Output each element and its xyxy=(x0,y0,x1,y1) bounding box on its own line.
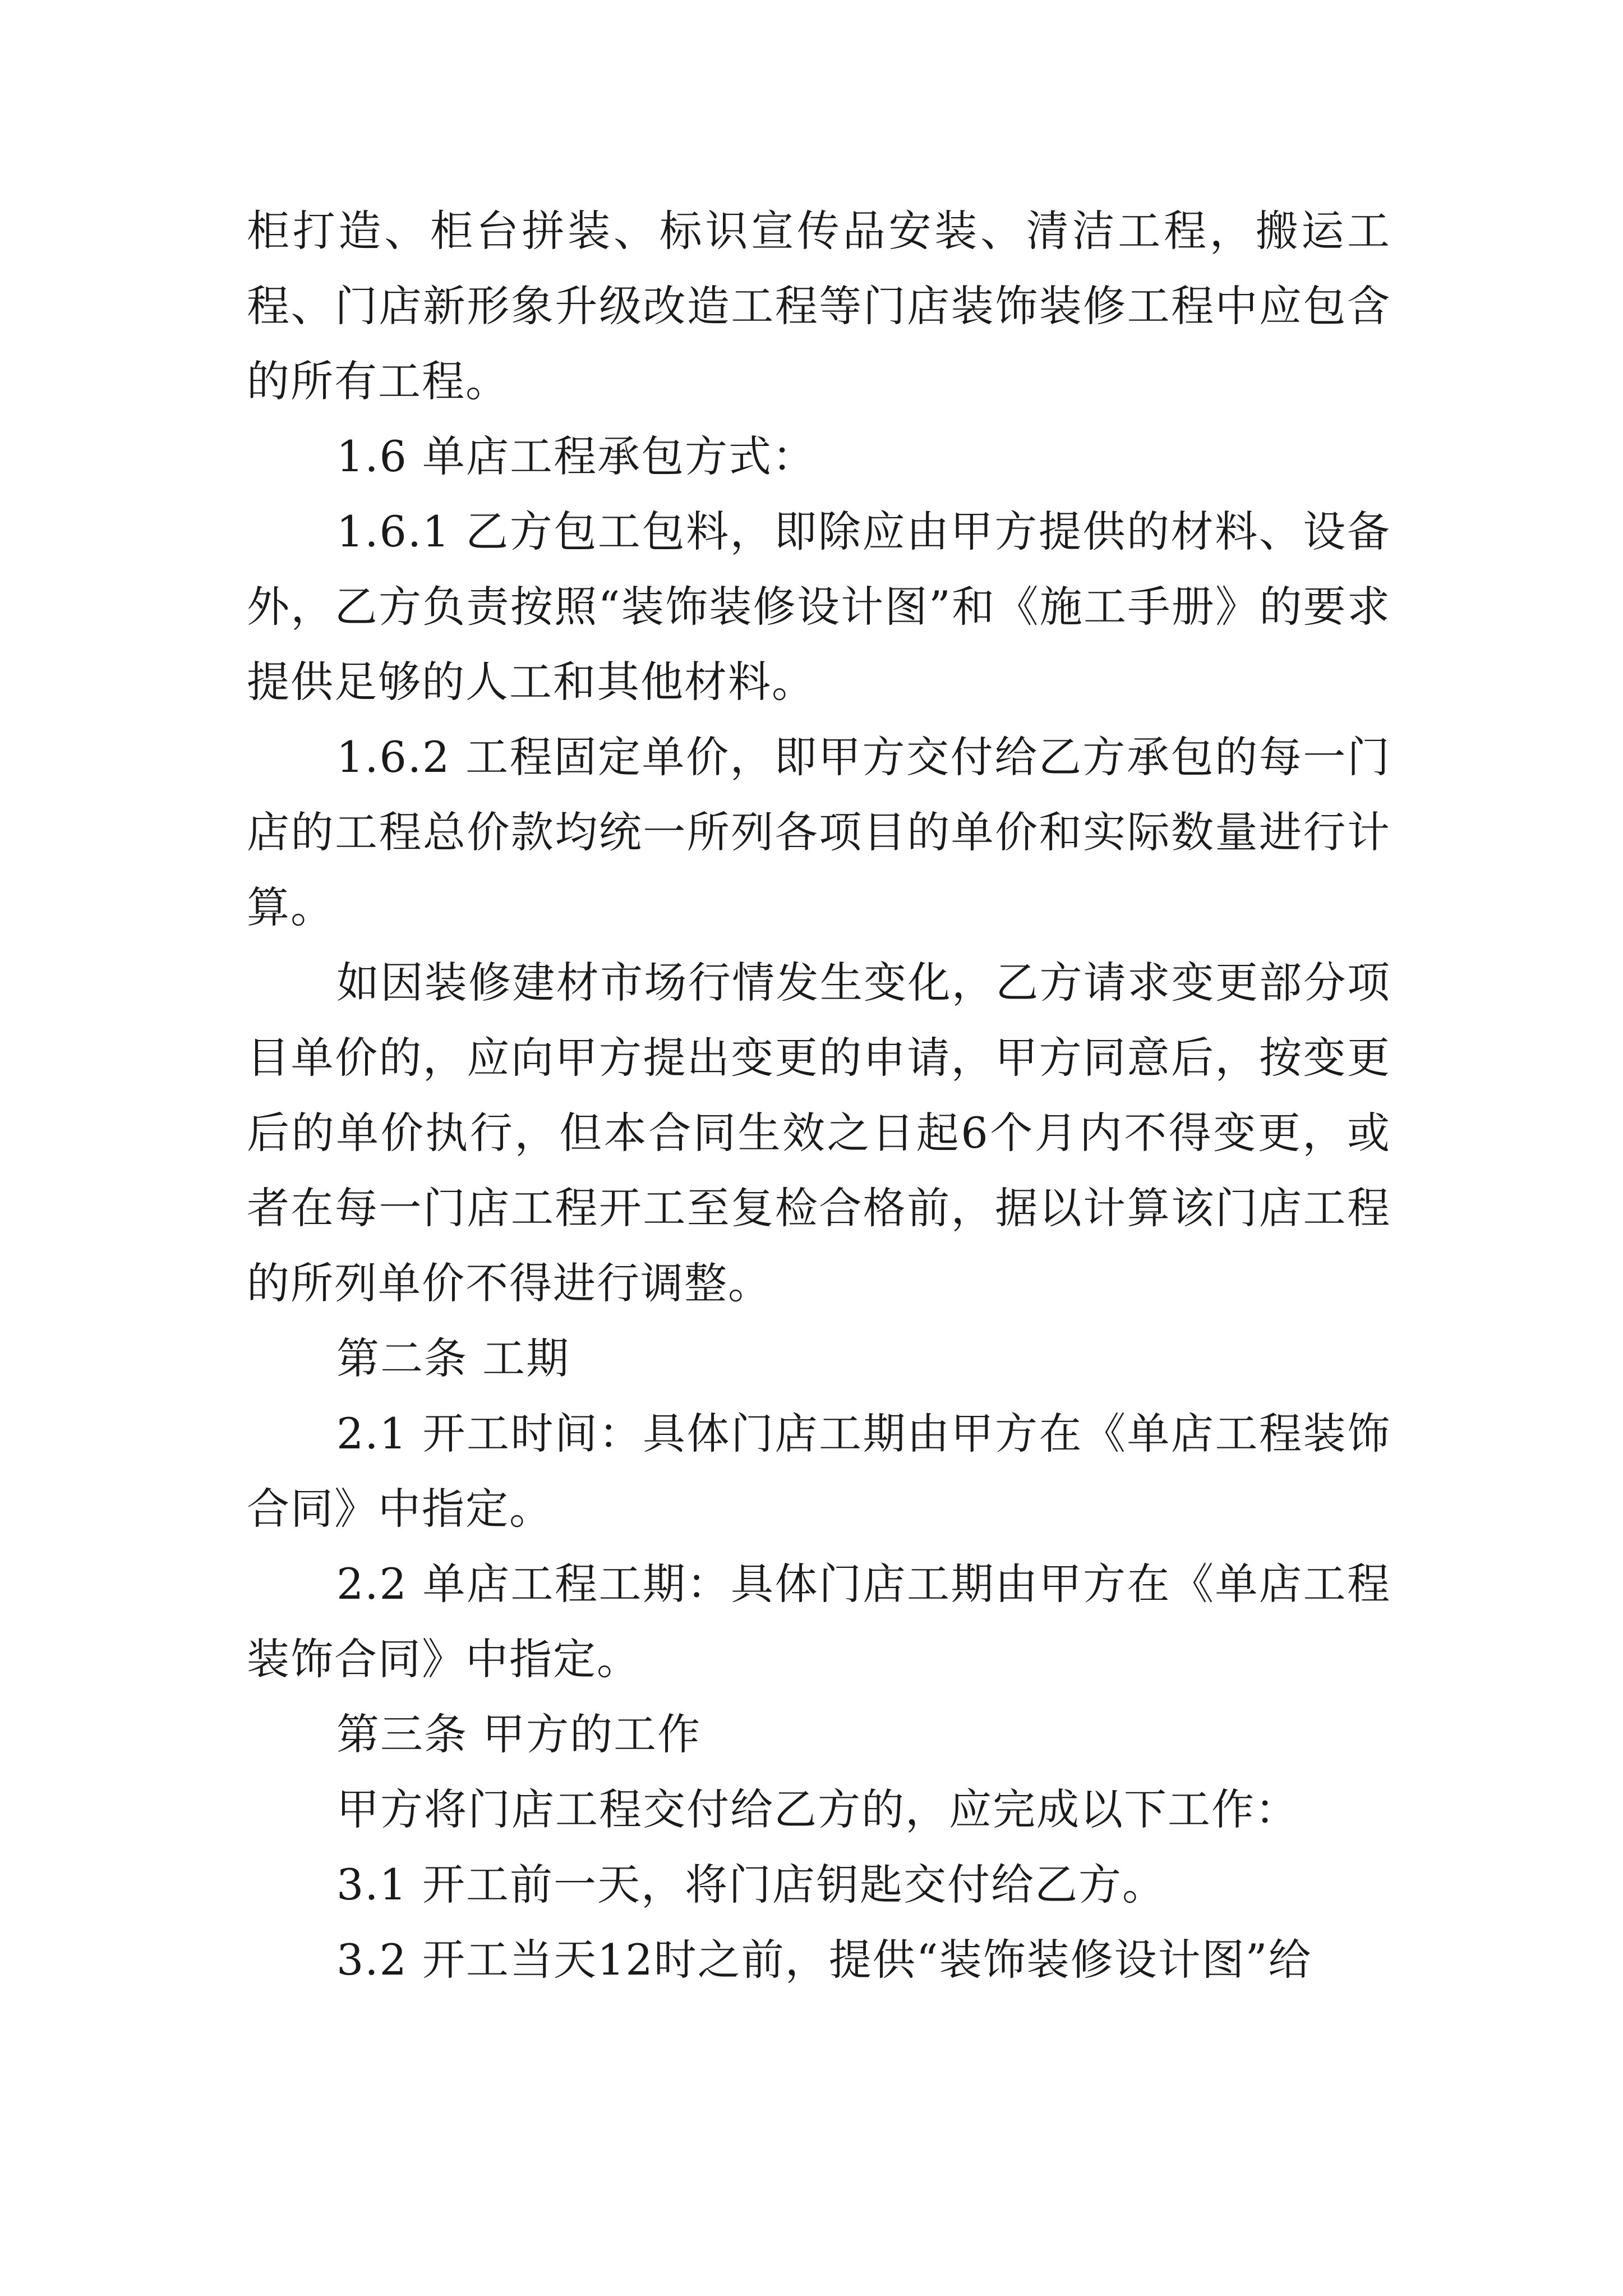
paragraph-3-1: 3.1 开工前一天，将门店钥匙交付给乙方。 xyxy=(336,1860,1166,1910)
paragraph-3-2: 3.2 开工当天12时之前，提供“装饰装修设计图”给 xyxy=(336,1935,1312,1985)
paragraph-1-6-2: 1.6.2 工程固定单价，即甲方交付给乙方承包的每一门店的工程总价款均统一所列各项目的单价和实际数量进行计算。 xyxy=(247,732,1391,932)
paragraph-1-6-heading: 1.6 单店工程承包方式： xyxy=(336,431,817,481)
document-body xyxy=(247,194,1391,1998)
paragraph-party-a-duties: 甲方将门店工程交付给乙方的，应完成以下工作： xyxy=(336,1784,1299,1834)
paragraph-price-change: 如因装修建材市场行情发生变化，乙方请求变更部分项目单价的，应向甲方提出变更的申请，甲方同意后，按变更后的单价执行，但本合同生效之日起6个月内不得变更，或者在每一门店工程开工至复检合格前，据以计算该门店工程的所列单价不得进行调整。 xyxy=(247,958,1391,1308)
article-3-heading: 第三条 甲方的工作 xyxy=(336,1709,702,1759)
paragraph-2-1: 2.1 开工时间：具体门店工期由甲方在《单店工程装饰合同》中指定。 xyxy=(247,1409,1391,1534)
paragraph-1-6-1: 1.6.1 乙方包工包料，即除应由甲方提供的材料、设备外，乙方负责按照“装饰装修设计图”和《施工手册》的要求提供足够的人工和其他材料。 xyxy=(247,507,1391,707)
article-2-heading: 第二条 工期 xyxy=(336,1333,570,1383)
paragraph-scope-continued: 柜打造、柜台拼装、标识宣传品安装、清洁工程，搬运工程、门店新形象升级改造工程等门店装饰装修工程中应包含的所有工程。 xyxy=(247,206,1391,406)
paragraph-2-2: 2.2 单店工程工期：具体门店工期由甲方在《单店工程装饰合同》中指定。 xyxy=(247,1559,1391,1684)
